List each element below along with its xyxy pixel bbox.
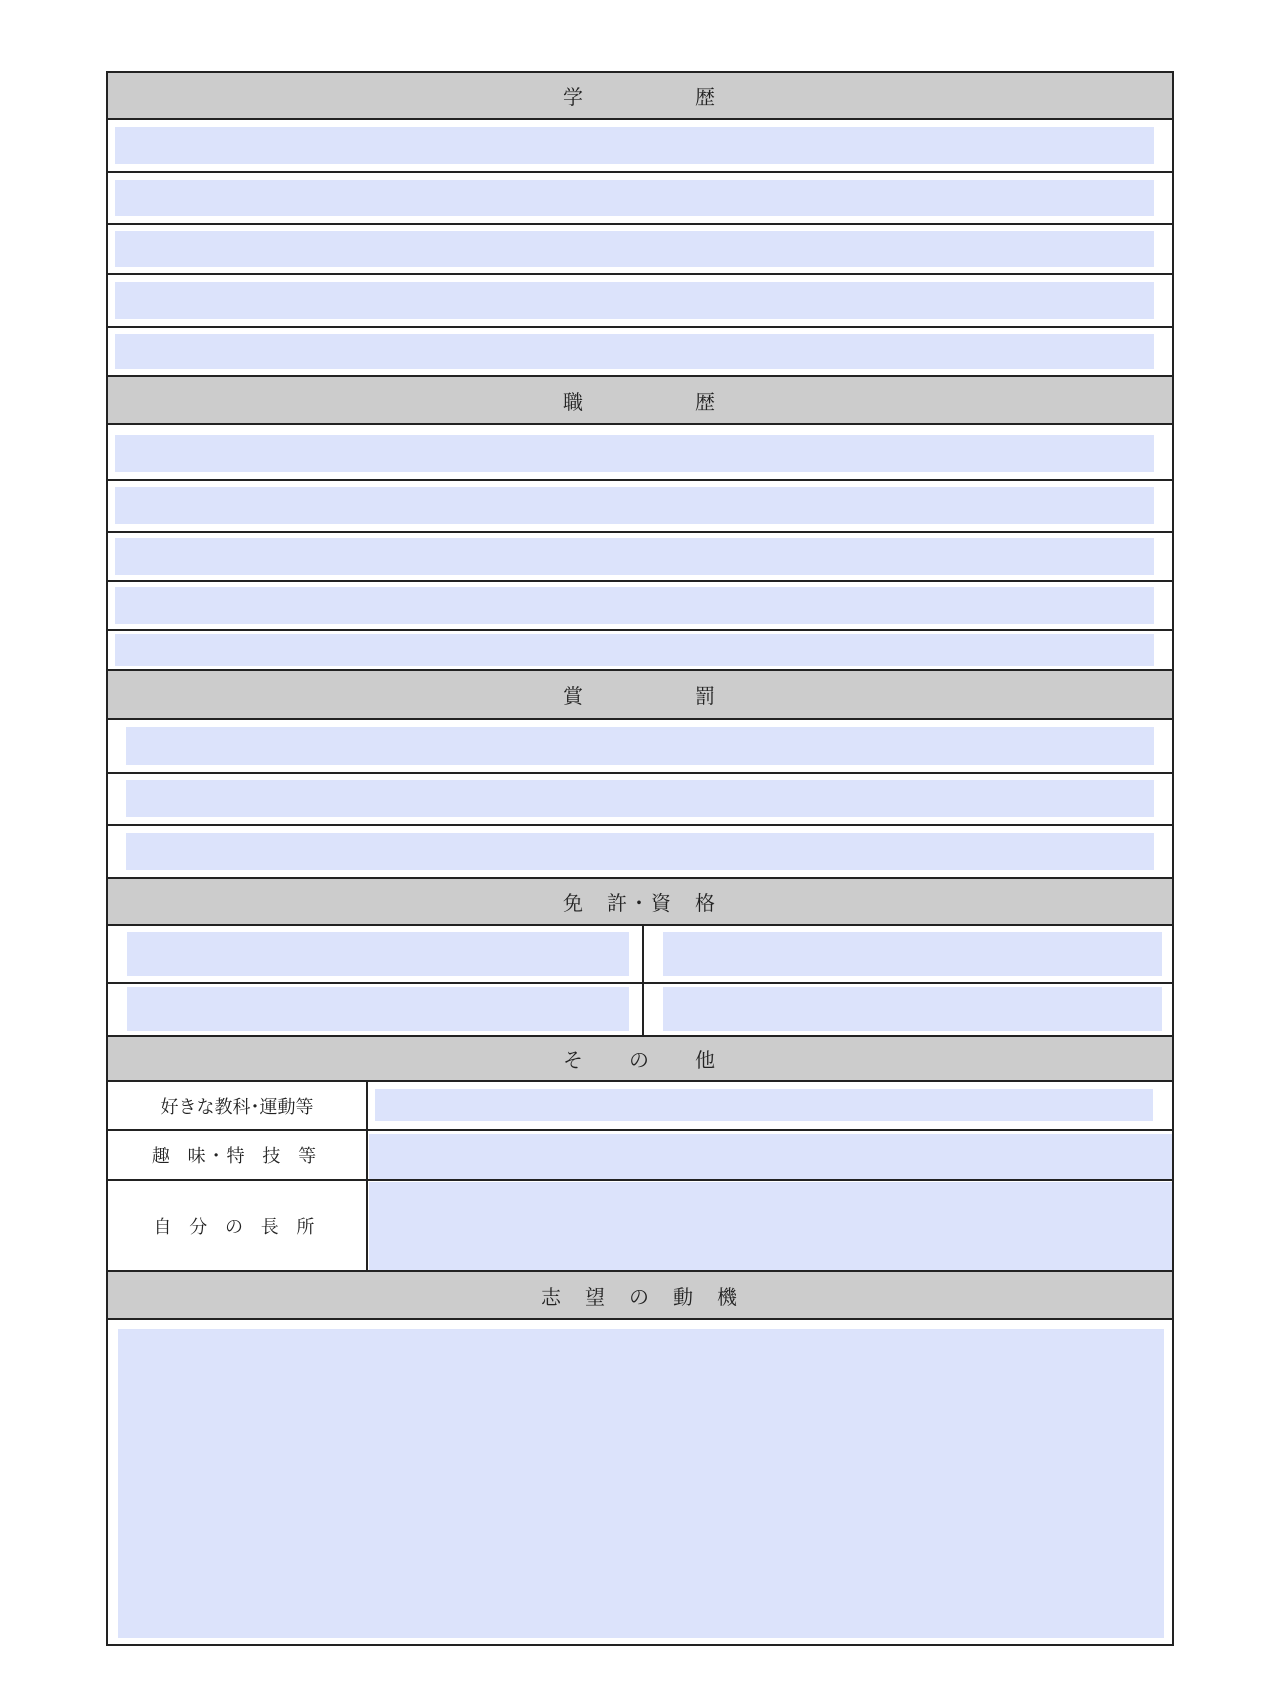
education-row-5 bbox=[108, 328, 1172, 377]
licenses-header bbox=[108, 879, 1172, 926]
hobbies-row bbox=[108, 1131, 1172, 1181]
motivation-row bbox=[108, 1320, 1172, 1644]
work-header bbox=[108, 377, 1172, 425]
work-title: 職 歴 bbox=[563, 389, 717, 414]
awards-field-1[interactable] bbox=[126, 727, 1154, 765]
work-row-3 bbox=[108, 533, 1172, 582]
awards-field-3[interactable] bbox=[126, 833, 1154, 870]
awards-row-1 bbox=[108, 720, 1172, 774]
favorite-subjects-row bbox=[108, 1082, 1172, 1131]
awards-row-3 bbox=[108, 826, 1172, 879]
favorite-subjects-field[interactable] bbox=[375, 1089, 1153, 1121]
licenses-row-1 bbox=[108, 926, 1172, 984]
hobbies-field[interactable] bbox=[369, 1134, 1172, 1179]
resume-form bbox=[106, 71, 1174, 1646]
strengths-row bbox=[108, 1181, 1172, 1272]
licenses-row-2 bbox=[108, 984, 1172, 1037]
licenses-divider bbox=[642, 984, 644, 1035]
hobbies-label: 趣 味･特 技 等 bbox=[151, 1146, 323, 1167]
work-field-3[interactable] bbox=[115, 538, 1154, 575]
work-row-4 bbox=[108, 582, 1172, 631]
education-row-3 bbox=[108, 225, 1172, 275]
work-row-2 bbox=[108, 481, 1172, 533]
education-field-3[interactable] bbox=[115, 231, 1154, 267]
work-field-5[interactable] bbox=[115, 634, 1154, 666]
education-row-4 bbox=[108, 275, 1172, 328]
other-header bbox=[108, 1037, 1172, 1082]
strengths-label: 自 分 の 長 所 bbox=[153, 1216, 321, 1238]
education-title: 学 歴 bbox=[563, 85, 717, 109]
awards-row-2 bbox=[108, 774, 1172, 826]
education-field-2[interactable] bbox=[115, 180, 1154, 216]
awards-title: 賞 罰 bbox=[563, 684, 717, 708]
education-row-1 bbox=[108, 120, 1172, 173]
license-field-2-right[interactable] bbox=[663, 987, 1162, 1031]
favorite-subjects-label: 好きな教科･運動等 bbox=[160, 1096, 314, 1118]
work-field-2[interactable] bbox=[115, 487, 1154, 524]
education-header bbox=[108, 73, 1172, 120]
awards-header bbox=[108, 671, 1172, 720]
licenses-title: 免 許・資 格 bbox=[563, 891, 717, 915]
strengths-field[interactable] bbox=[369, 1182, 1172, 1270]
other-divider bbox=[366, 1082, 368, 1129]
other-divider bbox=[366, 1131, 368, 1179]
awards-field-2[interactable] bbox=[126, 780, 1154, 817]
license-field-1-left[interactable] bbox=[127, 932, 629, 976]
motivation-header bbox=[108, 1272, 1172, 1320]
education-field-4[interactable] bbox=[115, 282, 1154, 319]
work-row-1 bbox=[108, 425, 1172, 481]
other-title: そ の 他 bbox=[563, 1048, 717, 1072]
motivation-title: 志 望 の 動 機 bbox=[541, 1284, 739, 1309]
other-divider bbox=[366, 1181, 368, 1270]
license-field-1-right[interactable] bbox=[663, 932, 1162, 976]
education-row-2 bbox=[108, 173, 1172, 225]
work-row-5 bbox=[108, 631, 1172, 671]
motivation-field[interactable] bbox=[118, 1329, 1164, 1638]
education-field-1[interactable] bbox=[115, 127, 1154, 164]
license-field-2-left[interactable] bbox=[127, 987, 629, 1031]
licenses-divider bbox=[642, 926, 644, 982]
work-field-1[interactable] bbox=[115, 435, 1154, 472]
work-field-4[interactable] bbox=[115, 587, 1154, 624]
education-field-5[interactable] bbox=[115, 334, 1154, 369]
